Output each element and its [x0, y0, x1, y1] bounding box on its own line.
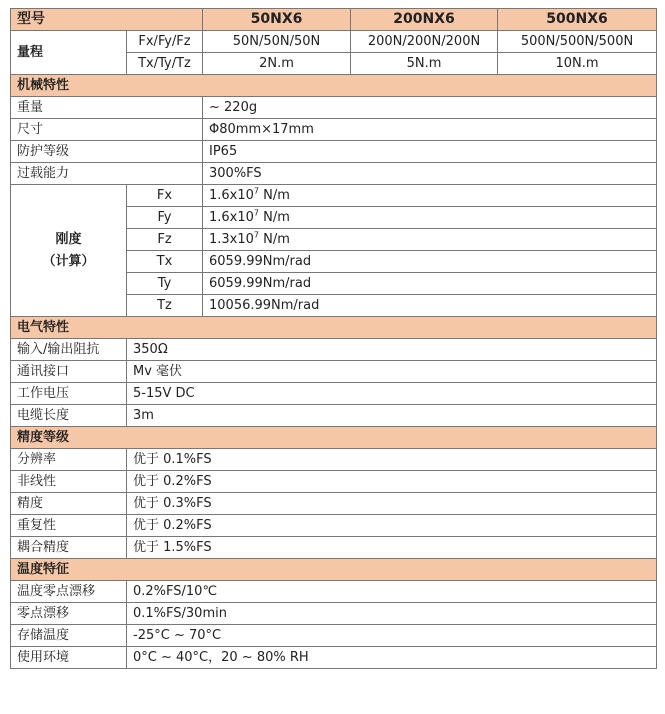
stiffness-value: $1.6x10^7$ N/m [203, 185, 657, 207]
stiffness-value: $1.3x10^7$ N/m [203, 229, 657, 251]
spec-row [11, 537, 657, 559]
stiffness-label-line1: 刚度 [55, 231, 82, 247]
section-mechanical [11, 75, 657, 97]
spec-label: 耦合精度 [11, 537, 127, 559]
spec-value: 0.1%FS/30min [127, 603, 657, 625]
stiffness-axis: Fz [127, 229, 203, 251]
spec-label: 电缆长度 [11, 405, 127, 427]
spec-label: 使用环境 [11, 647, 127, 669]
spec-row [11, 119, 657, 141]
range-label: 量程 [11, 31, 127, 75]
spec-value: 5-15V DC [127, 383, 657, 405]
stiffness-axis: Tx [127, 251, 203, 273]
spec-row [11, 515, 657, 537]
spec-row [11, 97, 657, 119]
spec-value: 350Ω [127, 339, 657, 361]
range-force-row [11, 31, 657, 53]
stiffness-axis: Ty [127, 273, 203, 295]
section-title: 精度等级 [11, 427, 657, 449]
stiffness-axis: Fx [127, 185, 203, 207]
spec-label: 零点漂移 [11, 603, 127, 625]
section-title: 温度特征 [11, 559, 657, 581]
spec-value: 优于 1.5%FS [127, 537, 657, 559]
range-force-50: 50N/50N/50N [203, 31, 351, 53]
spec-label: 存储温度 [11, 625, 127, 647]
range-force-500: 500N/500N/500N [498, 31, 657, 53]
spec-label: 过载能力 [11, 163, 203, 185]
spec-value: Φ80mm×17mm [203, 119, 657, 141]
stiffness-axis: Tz [127, 295, 203, 317]
stiffness-axis: Fy [127, 207, 203, 229]
spec-row [11, 647, 657, 669]
spec-row [11, 383, 657, 405]
model-50nx6: 50NX6 [203, 9, 351, 31]
stiffness-value: 6059.99Nm/rad [203, 251, 657, 273]
spec-label: 重复性 [11, 515, 127, 537]
spec-row [11, 625, 657, 647]
spec-row [11, 471, 657, 493]
spec-label: 分辨率 [11, 449, 127, 471]
spec-row [11, 163, 657, 185]
spec-row [11, 493, 657, 515]
spec-value: -25°C ~ 70°C [127, 625, 657, 647]
range-torque-50: 2N.m [203, 53, 351, 75]
spec-value: 优于 0.2%FS [127, 471, 657, 493]
spec-row [11, 141, 657, 163]
spec-value: IP65 [203, 141, 657, 163]
spec-row [11, 361, 657, 383]
spec-sheet [10, 8, 656, 669]
force-axis-label: Fx/Fy/Fz [127, 31, 203, 53]
spec-row [11, 405, 657, 427]
model-header-row [11, 9, 657, 31]
spec-value: ~ 220g [203, 97, 657, 119]
stiffness-label-line2: （计算） [42, 253, 95, 269]
model-500nx6: 500NX6 [498, 9, 657, 31]
spec-row [11, 449, 657, 471]
section-accuracy [11, 427, 657, 449]
spec-value: 300%FS [203, 163, 657, 185]
torque-axis-label: Tx/Ty/Tz [127, 53, 203, 75]
stiffness-label [11, 185, 127, 317]
section-title: 电气特性 [11, 317, 657, 339]
range-torque-200: 5N.m [351, 53, 498, 75]
spec-row [11, 581, 657, 603]
spec-row [11, 339, 657, 361]
spec-label: 重量 [11, 97, 203, 119]
spec-label: 尺寸 [11, 119, 203, 141]
spec-label: 精度 [11, 493, 127, 515]
range-torque-500: 10N.m [498, 53, 657, 75]
spec-row [11, 603, 657, 625]
model-label: 型号 [11, 9, 203, 31]
stiffness-value: $1.6x10^7$ N/m [203, 207, 657, 229]
spec-value: 0.2%FS/10℃ [127, 581, 657, 603]
spec-value: 优于 0.3%FS [127, 493, 657, 515]
section-temperature [11, 559, 657, 581]
stiffness-value: 6059.99Nm/rad [203, 273, 657, 295]
spec-value: 优于 0.2%FS [127, 515, 657, 537]
spec-value: 0°C ~ 40°C，20 ~ 80% RH [127, 647, 657, 669]
spec-label: 防护等级 [11, 141, 203, 163]
spec-label: 温度零点漂移 [11, 581, 127, 603]
stiffness-row [11, 185, 657, 207]
spec-value: 优于 0.1%FS [127, 449, 657, 471]
spec-label: 通讯接口 [11, 361, 127, 383]
range-force-200: 200N/200N/200N [351, 31, 498, 53]
spec-value: 3m [127, 405, 657, 427]
spec-value: Mv 毫伏 [127, 361, 657, 383]
spec-label: 输入/输出阻抗 [11, 339, 127, 361]
spec-label: 非线性 [11, 471, 127, 493]
model-200nx6: 200NX6 [351, 9, 498, 31]
spec-table [10, 8, 657, 669]
section-electrical [11, 317, 657, 339]
spec-label: 工作电压 [11, 383, 127, 405]
stiffness-value: 10056.99Nm/rad [203, 295, 657, 317]
section-title: 机械特性 [11, 75, 657, 97]
